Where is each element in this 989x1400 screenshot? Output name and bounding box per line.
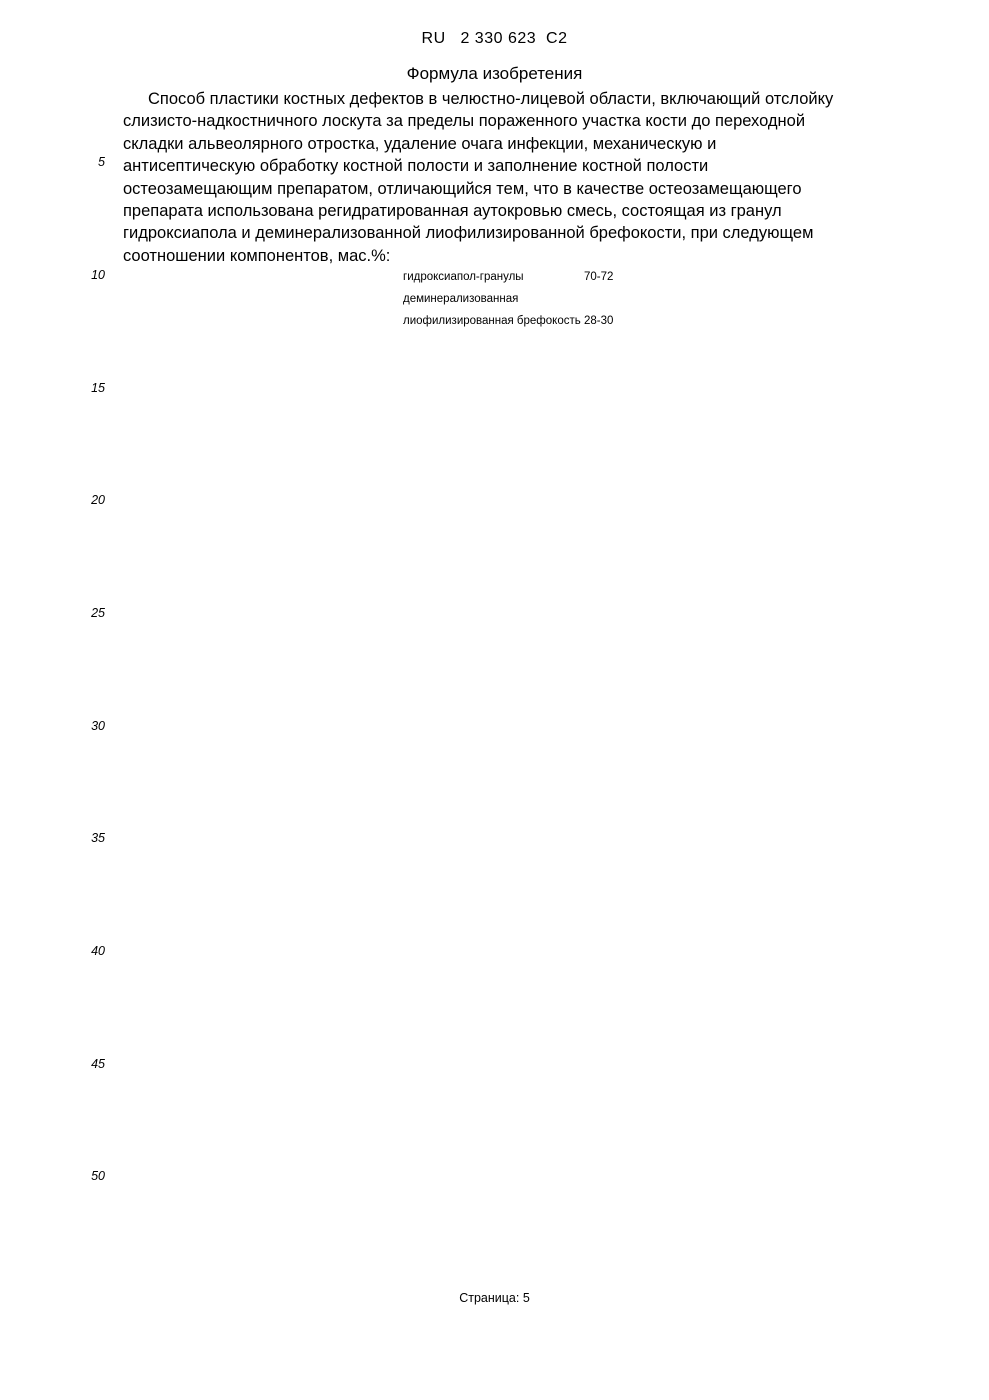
line-number: 35 <box>91 831 105 845</box>
component-label: гидроксиапол-гранулы <box>403 271 524 283</box>
line-number: 50 <box>91 1169 105 1183</box>
claim-text-line: остеозамещающим препаратом, отличающийся тем, что в качестве остеозамещающего <box>123 179 802 198</box>
component-label: деминерализованная <box>403 293 519 305</box>
components-ratio-table <box>403 266 613 332</box>
line-number: 45 <box>91 1057 105 1071</box>
claims-text <box>123 88 913 267</box>
claim-text-line: складки альвеолярного отростка, удаление очага инфекции, механическую и <box>123 134 717 153</box>
line-number: 5 <box>98 155 105 169</box>
line-number: 40 <box>91 944 105 958</box>
patent-number-header: RU 2 330 623 C2 <box>421 30 568 47</box>
table-row <box>403 310 613 332</box>
line-number: 15 <box>91 381 105 395</box>
claim-text-line: антисептическую обработку костной полости и заполнение костной полости <box>123 157 709 176</box>
page-footer: Страница: 5 <box>459 1291 530 1305</box>
claim-text-line: препарата использована регидратированная аутокровью смесь, состоящая из гранул <box>123 202 782 221</box>
component-value: 28-30 <box>584 315 614 327</box>
claim-text-line: Способ пластики костных дефектов в челюстно-лицевой области, включающий отслойку <box>148 90 834 108</box>
claim-text-line: слизисто-надкостничного лоскута за пределы пораженного участка кости до переходной <box>123 112 806 131</box>
table-row <box>403 288 613 310</box>
line-number: 25 <box>91 606 105 620</box>
component-value: 70-72 <box>584 271 614 283</box>
table-row <box>403 266 613 288</box>
line-number: 30 <box>91 719 105 733</box>
component-label: лиофилизированная брефокость <box>403 315 581 327</box>
margin-line-numbers <box>72 0 105 1400</box>
claim-text-line: соотношении компонентов, мас.%: <box>123 246 391 265</box>
line-number: 10 <box>91 268 105 282</box>
line-number: 20 <box>91 493 105 507</box>
claim-text-line: гидроксиапола и деминерализованной лиофилизированной брефокости, при следующем <box>123 224 814 243</box>
claims-title: Формула изобретения <box>406 64 583 83</box>
